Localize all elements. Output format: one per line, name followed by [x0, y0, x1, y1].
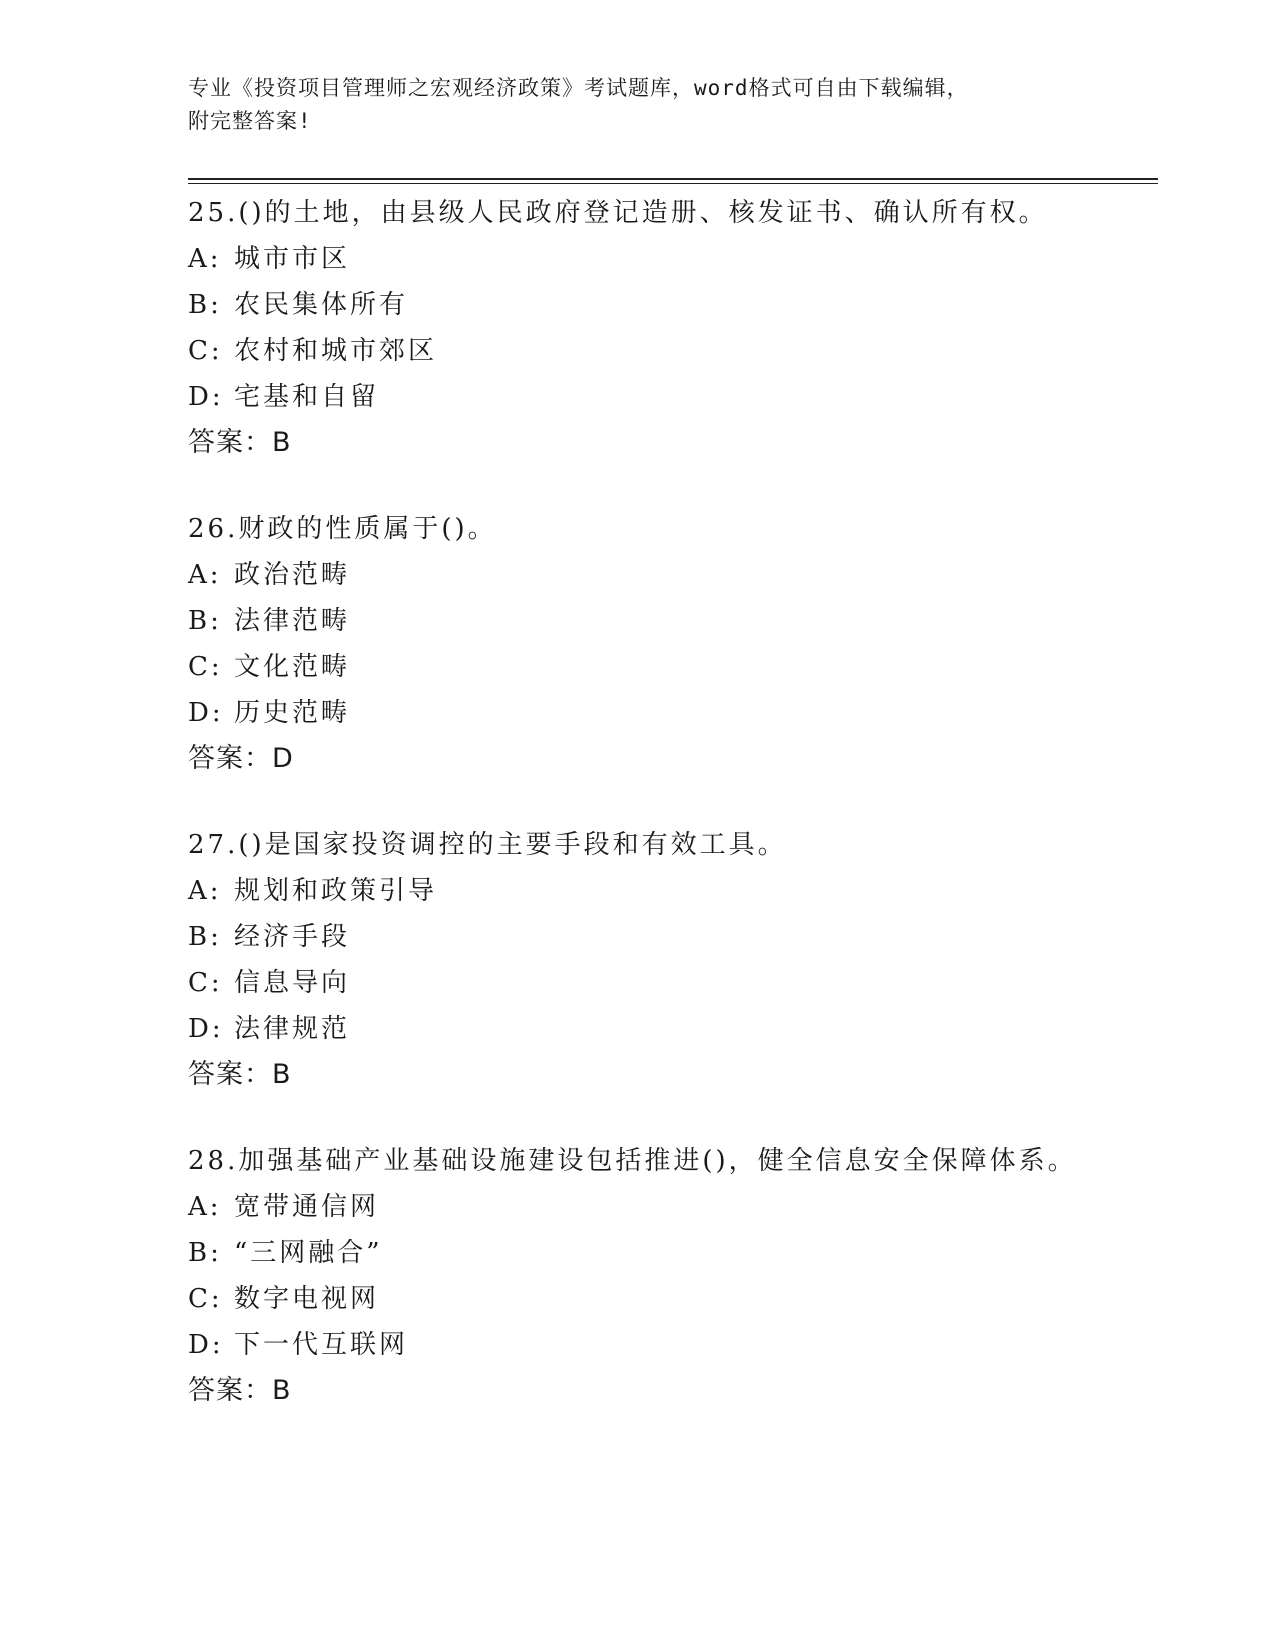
- option-c: [188, 960, 1168, 1006]
- header-line-2: 附完整答案!: [188, 109, 312, 133]
- option-b: [188, 914, 1168, 960]
- option-letter: A:: [188, 1192, 222, 1222]
- option-d: [188, 690, 1168, 736]
- option-letter: B:: [188, 290, 222, 320]
- option-letter: B:: [188, 922, 222, 952]
- option-text: 法律范畴: [234, 606, 351, 636]
- option-text: 城市市区: [234, 244, 351, 274]
- option-a: [188, 236, 1168, 282]
- option-c: [188, 328, 1168, 374]
- option-a: [188, 1184, 1168, 1230]
- option-a: [188, 868, 1168, 914]
- answer-line: 答案：D: [188, 743, 294, 774]
- answer-line: 答案：B: [188, 427, 292, 458]
- option-text: 宅基和自留: [234, 382, 380, 412]
- option-letter: A:: [188, 876, 222, 906]
- option-text: 农民集体所有: [234, 290, 409, 320]
- answer-line: 答案：B: [188, 1059, 292, 1090]
- option-d: [188, 1006, 1168, 1052]
- question-stem: 26.财政的性质属于()。: [188, 514, 497, 544]
- option-text: 数字电视网: [234, 1284, 380, 1314]
- question-26: [188, 506, 1168, 782]
- option-a: [188, 552, 1168, 598]
- option-d: [188, 374, 1168, 420]
- option-d: [188, 1322, 1168, 1368]
- question-28: [188, 1138, 1168, 1414]
- option-letter: C:: [188, 336, 223, 366]
- question-stem: 28.加强基础产业基础设施建设包括推进()，健全信息安全保障体系。: [188, 1146, 1077, 1176]
- option-letter: D:: [188, 382, 224, 412]
- option-c: [188, 1276, 1168, 1322]
- header-line-1: 专业《投资项目管理师之宏观经济政策》考试题库，word格式可自由下载编辑，: [188, 76, 969, 100]
- option-letter: C:: [188, 968, 223, 998]
- header-divider-thin: [188, 183, 1158, 184]
- answer-line: 答案：B: [188, 1375, 292, 1406]
- option-text: 宽带通信网: [234, 1192, 380, 1222]
- option-letter: D:: [188, 1014, 224, 1044]
- option-text: 法律规范: [234, 1014, 351, 1044]
- option-letter: B:: [188, 1238, 222, 1268]
- option-letter: D:: [188, 698, 224, 728]
- question-stem: 25.()的土地，由县级人民政府登记造册、核发证书、确认所有权。: [188, 198, 1048, 228]
- option-text: 下一代互联网: [234, 1330, 409, 1360]
- document-header: [188, 72, 1088, 138]
- option-letter: A:: [188, 560, 222, 590]
- question-stem: 27.()是国家投资调控的主要手段和有效工具。: [188, 830, 787, 860]
- option-text: 政治范畴: [234, 560, 351, 590]
- option-text: 规划和政策引导: [234, 876, 438, 906]
- question-list: [188, 190, 1168, 1454]
- option-letter: C:: [188, 1284, 223, 1314]
- question-27: [188, 822, 1168, 1098]
- header-divider-thick: [188, 178, 1158, 180]
- option-text: 文化范畴: [234, 652, 351, 682]
- option-letter: A:: [188, 244, 222, 274]
- option-c: [188, 644, 1168, 690]
- option-text: 历史范畴: [234, 698, 351, 728]
- option-b: [188, 598, 1168, 644]
- option-letter: C:: [188, 652, 223, 682]
- option-text: 信息导向: [234, 968, 351, 998]
- option-text: 农村和城市郊区: [234, 336, 438, 366]
- question-25: [188, 190, 1168, 466]
- option-letter: D:: [188, 1330, 224, 1360]
- option-b: [188, 282, 1168, 328]
- option-text: “三网融合”: [234, 1238, 383, 1268]
- option-b: [188, 1230, 1168, 1276]
- option-text: 经济手段: [234, 922, 351, 952]
- option-letter: B:: [188, 606, 222, 636]
